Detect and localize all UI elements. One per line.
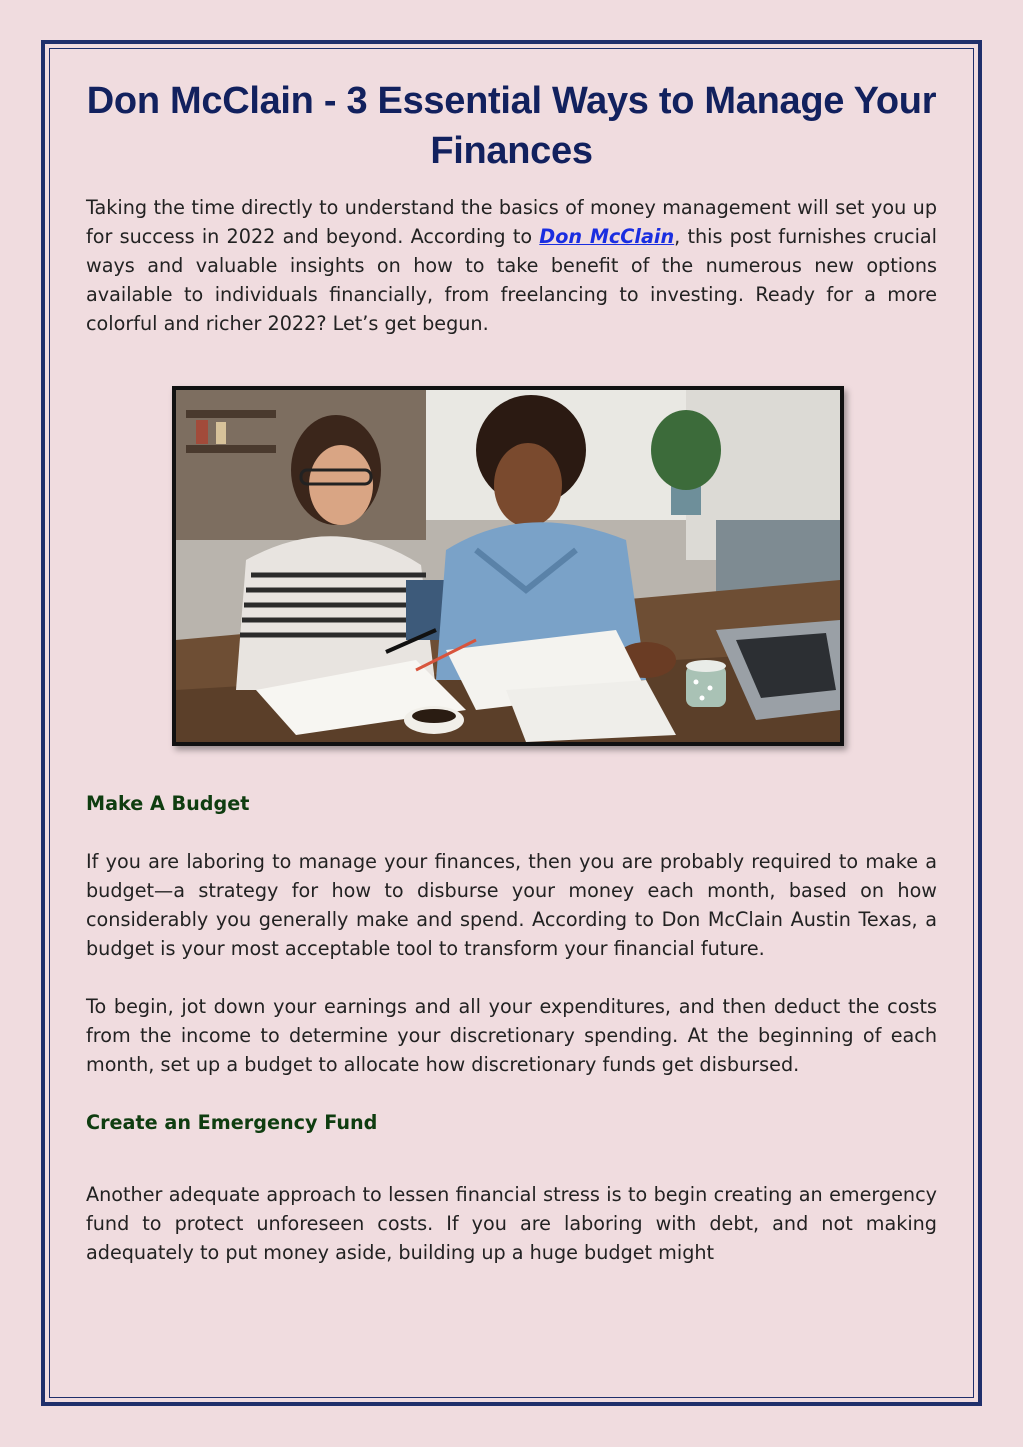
section-heading-make-a-budget: Make A Budget — [86, 792, 250, 815]
section-heading-emergency-fund: Create an Emergency Fund — [86, 1111, 378, 1134]
intro-text-end: , this post furnishes crucial ways and valuable insights on how to take benefit of the numerous new options available to individuals financially, from freelancing to investing. Ready for a more colorful and richer 2022? Let’s get begun. — [86, 225, 937, 335]
emergency-paragraph-1: Another adequate approach to lessen financial stress is to begin creating an emergency fund to protect unforeseen costs. If you are laboring with debt, and not making adequately to put money aside, building up a huge budget might — [86, 1183, 937, 1264]
photo-couple-reviewing-finances-icon — [176, 390, 840, 742]
intro-paragraph — [86, 193, 937, 338]
finance-photo — [172, 386, 844, 746]
document-body — [86, 76, 937, 1267]
budget-paragraph-1: If you are laboring to manage your finances, then you are probably required to make a budget—a strategy for how to disburse your money each month, based on how considerably you generally make and spend. According to Don McClain Austin Texas, a budget is your most acceptable tool to transform your financial future. — [86, 850, 937, 960]
intro-text-start: Taking the time directly to understand the basics of money management will set you up for success in 2022 and beyond. According to — [86, 196, 937, 248]
page-title: Don McClain - 3 Essential Ways to Manage Your Finances — [86, 80, 937, 172]
don-mcclain-link[interactable]: Don McClain — [539, 225, 675, 248]
budget-paragraph-2: To begin, jot down your earnings and all your expenditures, and then deduct the costs from the income to determine your discretionary spending. At the beginning of each month, set up a budget to allocate how discretionary funds get disbursed. — [86, 995, 937, 1076]
